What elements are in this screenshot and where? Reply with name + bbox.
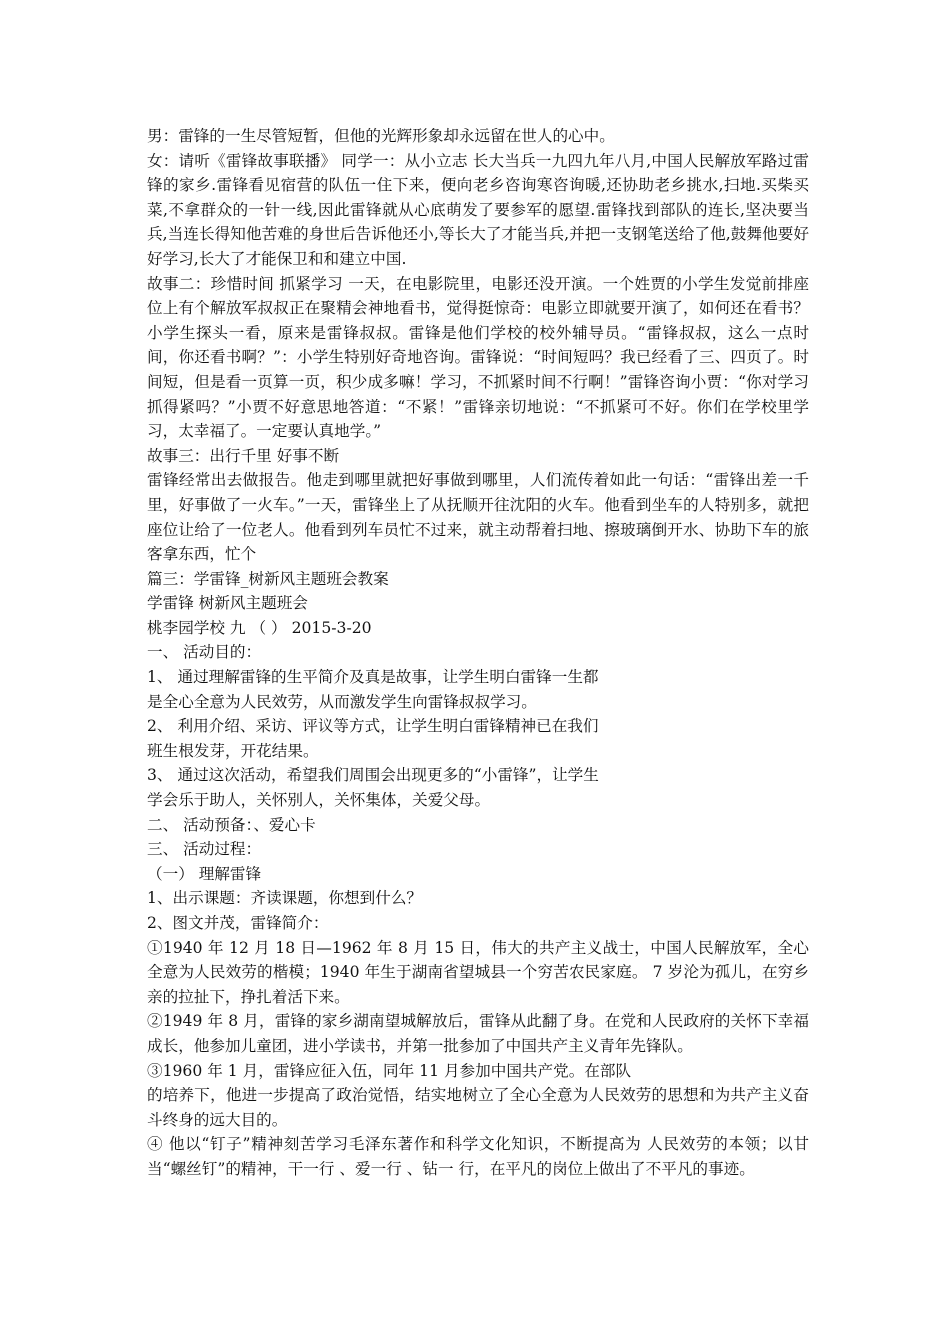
paragraph-story-two: 故事二：珍惜时间 抓紧学习 一天，在电影院里，电影还没开演。一个姓贾的小学生发觉前排座位上有个解放军叔叔正在聚精会神地看书，觉得挺惊奇：电影立即就要开演了，如何还在看书？小学生探头一看，原来是雷锋叔叔。雷锋是他们学校的校外辅导员。“雷锋叔叔，这么一点时间，你还看书啊？”：小学生特别好奇地咨询。雷锋说：“时间短吗？我已经看了三、四页了。时间短，但是看一页算一页，积少成多嘛！学习，不抓紧时间不行啊！”雷锋咨询小贾：“你对学习抓得紧吗？”小贾不好意思地答道：“不紧！”雷锋亲切地说：“不抓紧可不好。你们在学校里学习，太幸福了。一定要认真地学。” bbox=[147, 274, 809, 441]
section-heading-part-three: 篇三：学雷锋_树新风主题班会教案 bbox=[147, 569, 389, 588]
bio-item-1: ①1940 年 12 月 18 日—1962 年 8 月 15 日，伟大的共产主义战士，中国人民解放军，全心全意为人民效劳的楷模；1940 年生于湖南省望城县一个穷苦农民家庭。 7 岁沦为孤儿，在穷乡亲的拉扯下，挣扎着活下来。 bbox=[147, 938, 809, 1006]
paragraph-story-one: 女：请听《雷锋故事联播》 同学一：从小立志 长大当兵一九四九年八月,中国人民解放军路过雷锋的家乡.雷锋看见宿营的队伍一住下来，便向老乡咨询寒咨询暖,还协助老乡挑水,扫地.买柴买菜,不拿群众的一针一线,因此雷锋就从心底萌发了要参军的愿望.雷锋找到部队的连长,坚决要当兵,当连长得知他苦难的身世后告诉他还小,等长大了才能当兵,并把一支钢笔送给了他,鼓舞他要好好学习,长大了才能保卫和和建立中国. bbox=[147, 151, 809, 268]
goal-1-line-1: 1、 通过理解雷锋的生平简介及真是故事，让学生明白雷锋一生都 bbox=[147, 668, 599, 687]
paragraph-story-three: 雷锋经常出去做报告。他走到哪里就把好事做到哪里，人们流传着如此一句话：“雷锋出差一千里，好事做了一火车。”一天，雷锋坐上了从抚顺开往沈阳的火车。他看到坐车的人特别多，就把座位让给了一位老人。他看到列车员忙不过来，就主动帮着扫地、擦玻璃倒开水、协助下车的旅客拿东西，忙个 bbox=[147, 471, 809, 564]
step-1-show-title: 1、出示课题：齐读课题，你想到什么？ bbox=[147, 889, 423, 908]
heading-activity-process: 三、 活动过程： bbox=[147, 840, 262, 859]
heading-activity-preparation: 二、 活动预备：、爱心卡 bbox=[147, 815, 316, 834]
bio-item-4: ④ 他以“钉子”精神刻苦学习毛泽东著作和科学文化知识，不断提高为 人民效劳的本领；以甘当“螺丝钉”的精神，干一行 、爱一行 、钻一 行，在平凡的岗位上做出了不平凡的事迹。 bbox=[147, 1135, 809, 1178]
paragraph-story-three-title: 故事三：出行千里 好事不断 bbox=[147, 446, 340, 465]
goal-3-line-2: 学会乐于助人，关怀别人，关怀集体，关爱父母。 bbox=[147, 791, 491, 810]
document-body bbox=[147, 124, 809, 1182]
bio-item-2: ②1949 年 8 月，雷锋的家乡湖南望城解放后，雷锋从此翻了身。在党和人民政府的关怀下幸福成长，他参加儿童团，进小学读书，并第一批参加了中国共产主义青年先锋队。 bbox=[147, 1012, 809, 1055]
step-2-introduction: 2、图文并茂，雷锋简介： bbox=[147, 914, 329, 932]
goal-3-line-1: 3、 通过这次活动，希望我们周围会出现更多的“小雷锋”，让学生 bbox=[147, 766, 599, 785]
subheading-understand-leifeng: （一） 理解雷锋 bbox=[147, 864, 262, 883]
class-meeting-title: 学雷锋 树新风主题班会 bbox=[147, 594, 308, 613]
paragraph-closing-remark: 男：雷锋的一生尽管短暂，但他的光辉形象却永远留在世人的心中。 bbox=[147, 127, 615, 145]
bio-item-3-line-1: ③1960 年 1 月，雷锋应征入伍，同年 11 月参加中国共产党。在部队 bbox=[147, 1061, 632, 1080]
school-and-date: 桃李园学校 九 （ ） 2015-3-20 bbox=[147, 618, 372, 637]
bio-item-3-continued: 的培养下，他进一步提高了政治觉悟，结实地树立了全心全意为人民效劳的思想和为共产主义奋斗终身的远大目的。 bbox=[147, 1086, 809, 1129]
goal-2-line-2: 班生根发芽，开花结果。 bbox=[147, 741, 319, 760]
goal-2-line-1: 2、 利用介绍、采访、评议等方式，让学生明白雷锋精神已在我们 bbox=[147, 717, 599, 736]
heading-activity-goals: 一、 活动目的： bbox=[147, 643, 262, 662]
goal-1-line-2: 是全心全意为人民效劳，从而激发学生向雷锋叔叔学习。 bbox=[147, 692, 537, 711]
